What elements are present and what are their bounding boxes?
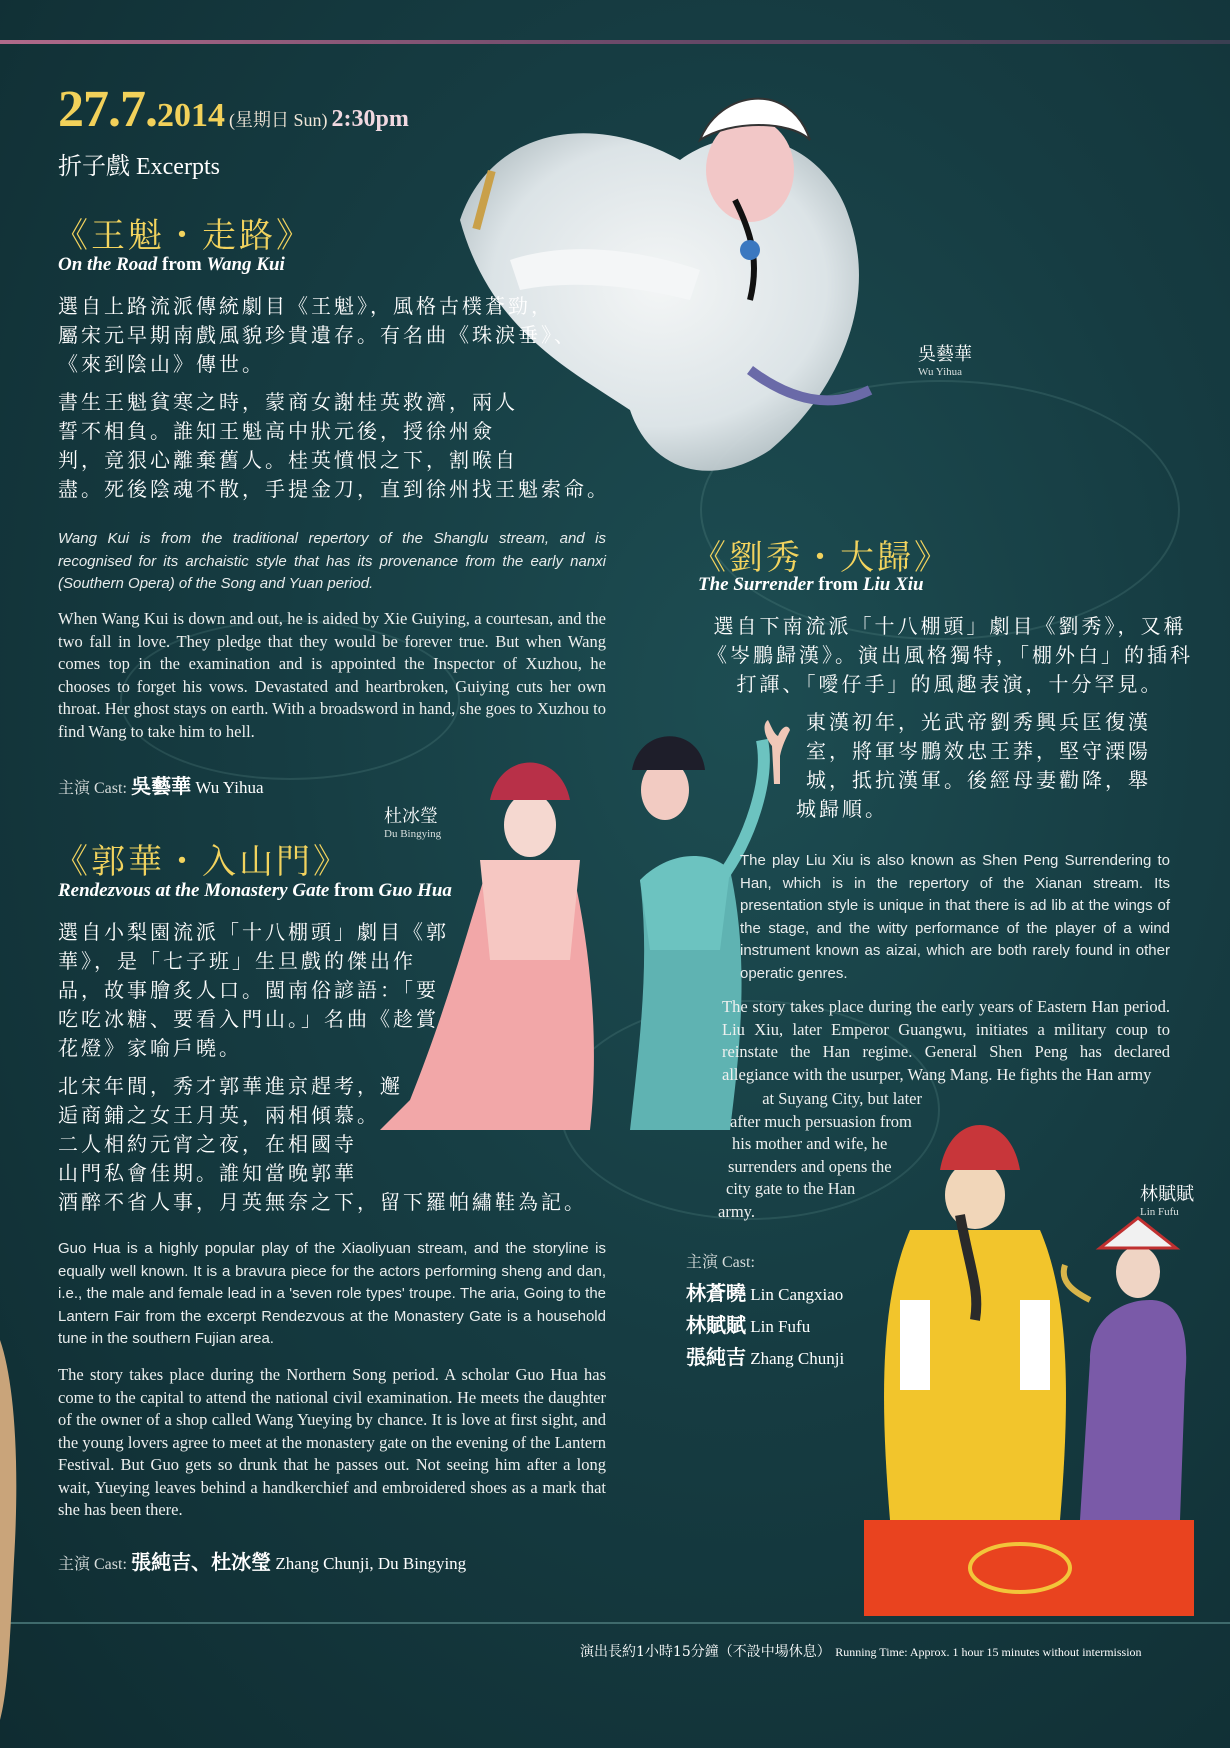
play1-cast: 主演 Cast: 吳藝華 Wu Yihua	[58, 774, 264, 798]
hand-gesture-icon	[754, 716, 794, 786]
caption-wu-yihua: 吳藝華 Wu Yihua	[918, 344, 972, 378]
play3-intro-en: The play Liu Xiu is also known as Shen Peng Surrendering to Han, which is in the repertory of the Xianan stream. Its presentation style is unique in that there is ad lib at the wings of the stage, and the witty performance of the player of a wind instrument known as aizai, which are both rarely found in other operatic genres.	[740, 852, 1170, 982]
caption-du-bingying: 杜冰瑩 Du Bingying	[384, 806, 442, 840]
play1-synopsis-zh: 書生王魁貧寒之時，蒙商女謝桂英救濟，兩人 誓不相負。誰知王魁高中狀元後，授徐州僉 判，竟狠心離棄舊人。桂英憤恨之下，割喉自 盡。死後陰魂不散，手提金刀，直到徐州找王魁索命。	[58, 390, 610, 501]
caption-lin-fufu: 林賦賦 Lin Fufu	[1140, 1184, 1194, 1218]
play3-synopsis-en: The story takes place during the early years of Eastern Han period. Liu Xiu, later Emperor Guangwu, initiates a military coup to reinstate the Han regime. General Shen Peng has declared allegiance with the usurper, Wang Mang. He fights the Han army	[722, 997, 1170, 1084]
partial-figure-edge	[0, 1340, 24, 1720]
play1-intro-zh: 選自上路流派傳統劇目《王魁》，風格古樸蒼勁， 屬宋元早期南戲風貌珍貴遺存。有名曲《珠淚垂》、 《來到陰山》傳世。	[58, 294, 577, 376]
bottom-rule	[0, 1622, 1230, 1624]
play3-synopsis-en-continued: at Suyang City, but later after much persuasion from his mother and wife, he surrenders and opens the city gate to the Han army.	[718, 1089, 922, 1221]
running-time: 演出長約1小時15分鐘（不設中場休息） Running Time: Approx. 1 hour 15 minutes without intermission	[580, 1644, 1142, 1660]
photo-liu-xiu	[860, 1100, 1200, 1620]
play2-title-en: Rendezvous at the Monastery Gate from Guo Hua	[58, 880, 452, 901]
play3-title-en: The Surrender from Liu Xiu	[698, 574, 924, 595]
play2-synopsis-en: The story takes place during the Northern Song period. A scholar Guo Hua has come to the capital to attend the national civil examination. He meets the daughter of the owner of a shop called Wang Yueying by chance. It is love at first sight, and the young lovers agree to meet at the monastery gate on the evening of the Lantern Festival. But Guo gets so drunk that he passes out. Not seeing him after a long wait, Yueying leaves behind a handkerchief and embroidered shoes as a mark that she has been there.	[58, 1365, 606, 1519]
top-rule	[0, 40, 1230, 44]
play3-cast: 主演 Cast: 林蒼曉 Lin Cangxiao 林賦賦 Lin Fufu 張純吉 Zhang Chunji	[686, 1254, 845, 1369]
play1-intro-en: Wang Kui is from the traditional repertory of the Shanglu stream, and is recognised for its archaistic style that has its provenance from the early nanxi (Southern Opera) of the Song and Yuan period.	[58, 530, 606, 592]
play1-title-zh: 《王魁・走路》	[54, 216, 313, 256]
play2-intro-zh: 選自小梨園流派「十八棚頭」劇目《郭 華》，是「七子班」生旦戲的傑出作 品，故事膾炙人口。閩南俗諺語：「要 吃吃冰糖、要看入門山。」名曲《趁賞 花燈》家喻戶曉。	[58, 920, 449, 1060]
play3-title-zh: 《劉秀・大歸》	[692, 538, 951, 578]
play3-synopsis-zh: 東漢初年，光武帝劉秀興兵匡復漢 室，將軍岑鵬效忠王莽，堅守溧陽 城，抵抗漢軍。後經母妻勸降，舉 城歸順。	[796, 710, 1151, 821]
program-category: 折子戲 Excerpts	[58, 154, 220, 180]
play1-synopsis-en: When Wang Kui is down and out, he is aided by Xie Guiying, a courtesan, and the two fall in love. They pledge that they would be forever true. But when Wang comes top in the examination and is appointed the Inspector of Xuzhou, he chooses to forget his vows. Devastated and heartbroken, Guiying cuts her own throat. Her ghost stays on earth. With a broadsword in hand, she goes to Xuzhou to find Wang to take him to hell.	[58, 609, 607, 741]
play2-intro-en: Guo Hua is a highly popular play of the Xiaoliyuan stream, and the storyline is equally well known. It is a bravura piece for the actors performing sheng and dan, i.e., the male and female lead in a 'seven role types' troupe. The aria, Going to the Lantern Fair from the excerpt Rendezvous at the Monastery Gate is a household tune in the southern Fujian area.	[58, 1240, 606, 1347]
play3-intro-zh: 選自下南流派「十八棚頭」劇目《劉秀》，又稱 《岑鵬歸漢》。演出風格獨特，「棚外白」的插科 打諢、「噯仔手」的風趣表演，十分罕見。	[707, 614, 1193, 696]
play2-synopsis-zh: 北宋年間，秀才郭華進京趕考，邂 逅商鋪之女王月英，兩相傾慕。 二人相約元宵之夜，在相國寺 山門私會佳期。誰知當晚郭華 酒醉不省人事，月英無奈之下，留下羅帕繡鞋為記。	[58, 1074, 587, 1214]
play2-title-zh: 《郭華・入山門》	[54, 842, 350, 882]
play1-title-en: On the Road from Wang Kui	[58, 254, 285, 275]
performance-date: 27.7.2014 (星期日 Sun) 2:30pm	[58, 81, 409, 138]
play2-cast: 主演 Cast: 張純吉、杜冰瑩 Zhang Chunji, Du Bingying	[58, 1550, 467, 1574]
